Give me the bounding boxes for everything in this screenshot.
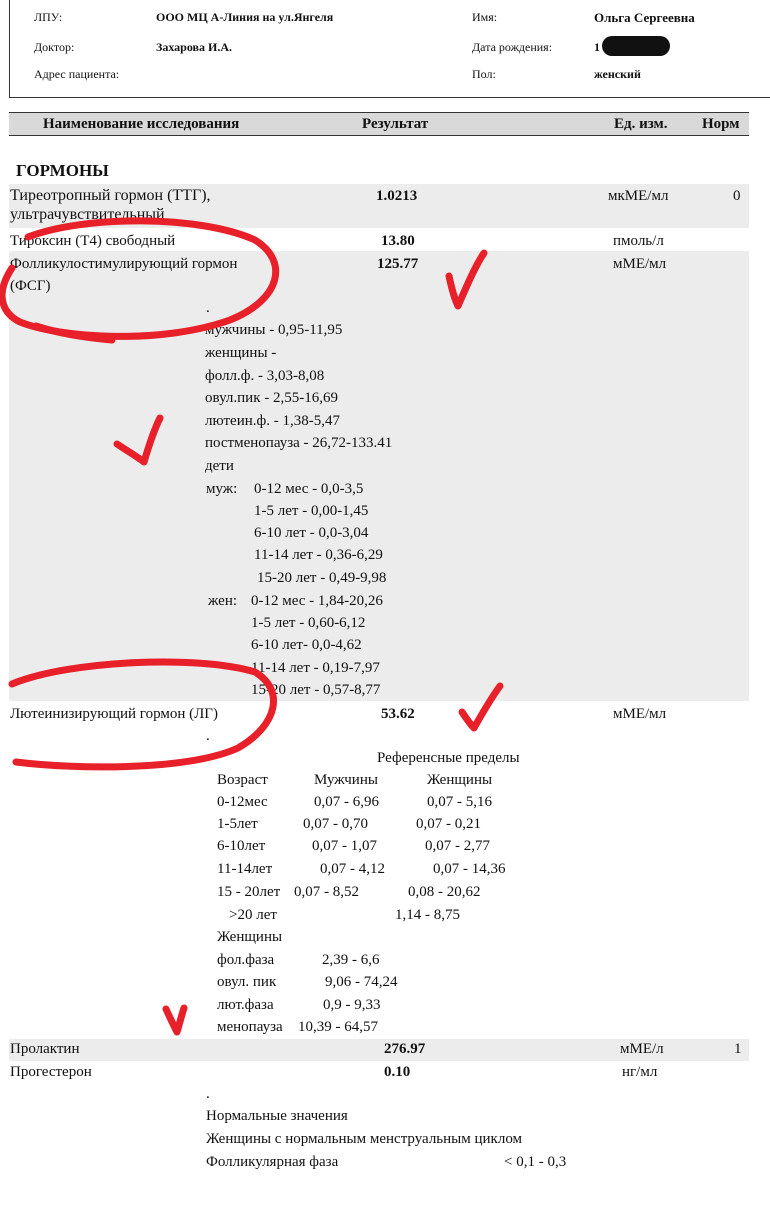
lg-ref-cell: 0,07 - 8,52 bbox=[294, 884, 359, 900]
fsg-ref-line: постменопауза - 26,72-133.41 bbox=[205, 435, 393, 451]
lg-ref-head: Мужчины bbox=[314, 772, 378, 788]
ttg-name: Тиреотропный гормон (ТТГ), bbox=[10, 187, 211, 204]
lg-ref-phase-value: 2,39 - 6,6 bbox=[322, 952, 380, 968]
fsg-ref-dot: . bbox=[206, 300, 210, 316]
prl-name: Пролактин bbox=[10, 1041, 80, 1057]
col-unit: Ед. изм. bbox=[614, 116, 668, 132]
col-norm: Норм bbox=[702, 116, 740, 132]
redaction-mark bbox=[602, 36, 670, 56]
fsg-ref-line: 6-10 лет- 0,0-4,62 bbox=[251, 637, 362, 653]
row-band-fsg bbox=[9, 251, 749, 701]
t4-result: 13.80 bbox=[381, 233, 415, 249]
lg-ref-phase-value: 0,9 - 9,33 bbox=[323, 997, 381, 1013]
fsg-ref-line: 15-20 лет - 0,49-9,98 bbox=[257, 570, 387, 586]
fsg-ref-line: 0-12 мес - 1,84-20,26 bbox=[251, 593, 383, 609]
lg-ref-phase: менопауза bbox=[217, 1019, 283, 1035]
prog-ref-dot: . bbox=[206, 1086, 210, 1102]
fsg-name: Фолликулостимулирующий гормон bbox=[10, 256, 238, 272]
fsg-ref-line: овул.пик - 2,55-16,69 bbox=[205, 390, 338, 406]
doctor-value: Захарова И.А. bbox=[156, 40, 233, 54]
doctor-label: Доктор: bbox=[34, 40, 75, 54]
lg-ref-title: Референсные пределы bbox=[377, 750, 520, 766]
ttg-name-2: ультрачувствительный bbox=[10, 206, 165, 223]
fsg-ref-line: женщины - bbox=[205, 345, 277, 361]
lpu-label: ЛПУ: bbox=[34, 10, 63, 24]
sex-label: Пол: bbox=[472, 67, 496, 81]
prog-ref-normal: Нормальные значения bbox=[206, 1108, 348, 1124]
fsg-ref-line: 1-5 лет - 0,00-1,45 bbox=[254, 503, 369, 519]
lg-ref-cell: 0-12мес bbox=[217, 794, 268, 810]
col-name: Наименование исследования bbox=[43, 116, 240, 132]
prog-unit: нг/мл bbox=[622, 1064, 658, 1080]
lg-ref-phase: лют.фаза bbox=[217, 997, 274, 1013]
lg-result: 53.62 bbox=[381, 706, 415, 722]
prog-ref-follicular-value: < 0,1 - 0,3 bbox=[504, 1154, 567, 1170]
lg-ref-cell: 0,07 - 1,07 bbox=[312, 838, 377, 854]
prog-name: Прогестерон bbox=[10, 1064, 92, 1080]
address-label: Адрес пациента: bbox=[34, 67, 120, 81]
name-label: Имя: bbox=[472, 10, 498, 24]
lg-ref-cell: 0,07 - 5,16 bbox=[427, 794, 492, 810]
ttg-result: 1.0213 bbox=[376, 188, 418, 204]
fsg-ref-line: мужчины - 0,95-11,95 bbox=[205, 322, 343, 338]
fsg-ref-line: фолл.ф. - 3,03-8,08 bbox=[205, 368, 325, 384]
name-value: Ольга Сергеевна bbox=[594, 10, 695, 25]
lg-ref-cell: 11-14лет bbox=[217, 861, 273, 877]
section-title: ГОРМОНЫ bbox=[16, 161, 109, 180]
fsg-name-2: (ФСГ) bbox=[10, 278, 51, 294]
lg-ref-cell: 15 - 20лет bbox=[217, 884, 281, 900]
t4-name: Тироксин (Т4) свободный bbox=[10, 233, 176, 249]
lg-ref-cell: 0,07 - 0,70 bbox=[303, 816, 368, 832]
lg-ref-phase: овул. пик bbox=[217, 974, 277, 990]
lg-ref-cell: 0,07 - 0,21 bbox=[416, 816, 481, 832]
lg-ref-head: Женщины bbox=[427, 772, 493, 788]
prl-unit: мМЕ/л bbox=[620, 1041, 664, 1057]
lg-ref-cell: 0,07 - 4,12 bbox=[320, 861, 385, 877]
fsg-unit: мМЕ/мл bbox=[613, 256, 667, 272]
lg-ref-phase-value: 10,39 - 64,57 bbox=[298, 1019, 378, 1035]
lg-ref-cell: 0,07 - 14,36 bbox=[433, 861, 506, 877]
lg-ref-cell: 0,07 - 6,96 bbox=[314, 794, 379, 810]
prog-result: 0.10 bbox=[384, 1064, 411, 1080]
fsg-ref-line: 15-20 лет - 0,57-8,77 bbox=[251, 682, 381, 698]
prog-ref-follicular: Фолликулярная фаза bbox=[206, 1154, 339, 1170]
fsg-ref-line: дети bbox=[205, 458, 234, 474]
fsg-ref-girls-label: жен: bbox=[208, 593, 238, 609]
col-result: Результат bbox=[362, 116, 429, 132]
lpu-value: ООО МЦ А-Линия на ул.Янгеля bbox=[156, 10, 334, 24]
lg-unit: мМЕ/мл bbox=[613, 706, 667, 722]
lg-ref-cell: 0,07 - 2,77 bbox=[425, 838, 490, 854]
fsg-ref-line: лютеин.ф. - 1,38-5,47 bbox=[205, 413, 340, 429]
dob-label: Дата рождения: bbox=[472, 40, 553, 54]
t4-unit: пмоль/л bbox=[613, 233, 664, 249]
columns-header bbox=[9, 112, 749, 136]
lg-ref-head: Возраст bbox=[217, 772, 268, 788]
lg-ref-cell: 1-5лет bbox=[217, 816, 258, 832]
prog-ref-women: Женщины с нормальным менструальным циклом bbox=[206, 1131, 523, 1147]
ttg-norm: 0 bbox=[733, 188, 741, 204]
sex-value: женский bbox=[594, 67, 641, 81]
lg-ref-cell: 1,14 - 8,75 bbox=[395, 907, 460, 923]
prl-norm: 1 bbox=[734, 1041, 742, 1057]
lg-ref-phase: фол.фаза bbox=[217, 952, 275, 968]
fsg-result: 125.77 bbox=[377, 256, 419, 272]
check-mark bbox=[166, 1008, 184, 1032]
prl-result: 276.97 bbox=[384, 1041, 426, 1057]
lg-ref-phase-value: 9,06 - 74,24 bbox=[325, 974, 398, 990]
lg-ref-women-title: Женщины bbox=[217, 929, 283, 945]
dob-value: 1 bbox=[594, 40, 600, 54]
fsg-ref-line: 11-14 лет - 0,19-7,97 bbox=[251, 660, 380, 676]
lg-ref-cell: >20 лет bbox=[229, 907, 277, 923]
fsg-ref-line: 1-5 лет - 0,60-6,12 bbox=[251, 615, 366, 631]
lg-ref-dot: . bbox=[206, 728, 210, 744]
lg-name: Лютеинизирующий гормон (ЛГ) bbox=[10, 706, 218, 722]
lg-ref-cell: 6-10лет bbox=[217, 838, 266, 854]
fsg-ref-boys-label: муж: bbox=[206, 481, 238, 497]
fsg-ref-line: 6-10 лет - 0,0-3,04 bbox=[254, 525, 369, 541]
fsg-ref-line: 0-12 мес - 0,0-3,5 bbox=[254, 481, 364, 497]
fsg-ref-line: 11-14 лет - 0,36-6,29 bbox=[254, 547, 383, 563]
ttg-unit: мкМЕ/мл bbox=[608, 188, 669, 204]
lg-ref-cell: 0,08 - 20,62 bbox=[408, 884, 481, 900]
